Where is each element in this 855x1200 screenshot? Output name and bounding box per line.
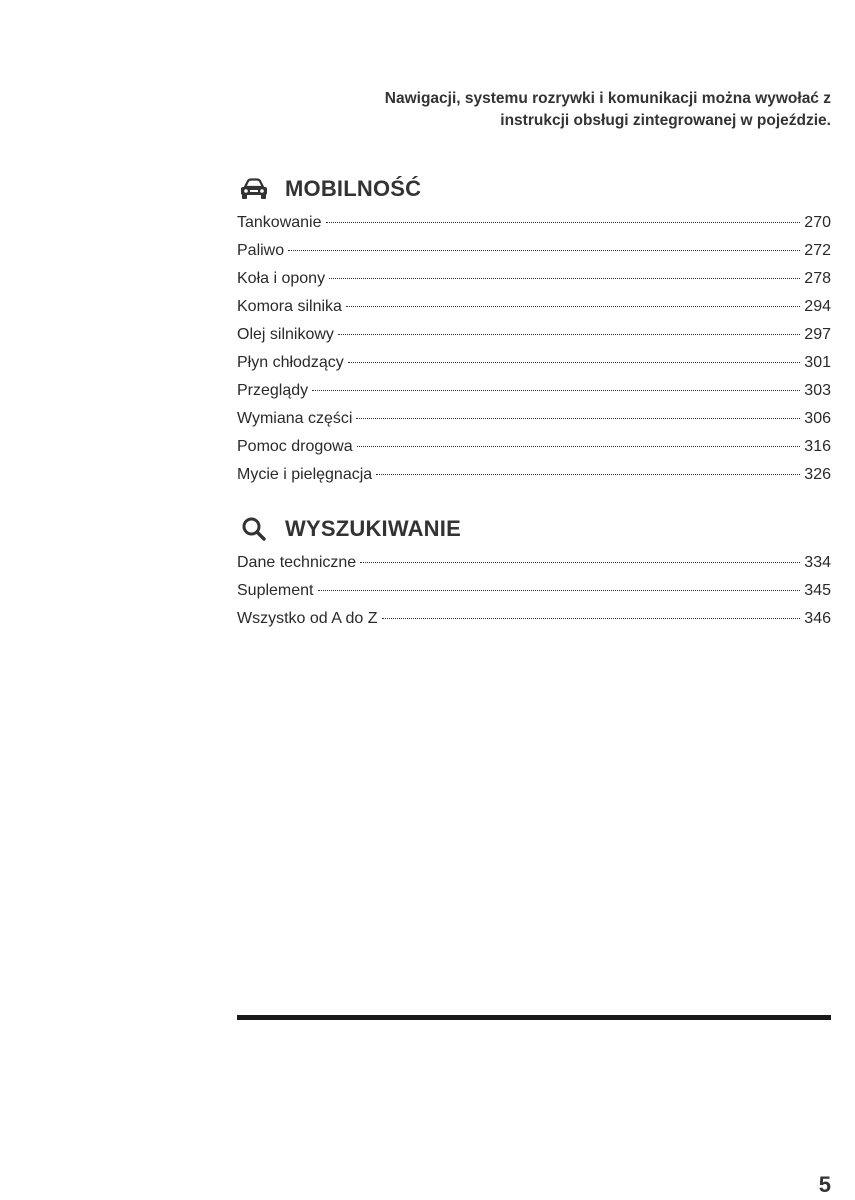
toc-entry[interactable] [237,354,831,382]
page-number: 5 [818,1172,831,1197]
toc-entry[interactable] [237,466,831,494]
dot-leader [376,474,800,475]
toc-entry[interactable] [237,270,831,298]
toc-entry-page: 345 [804,582,831,599]
section-search [237,512,831,638]
dot-leader [360,562,800,563]
toc-entry-label: Dane techniczne [237,554,357,571]
dot-leader [357,446,801,447]
toc-entry-page: 301 [804,354,831,371]
toc-entry[interactable] [237,554,831,582]
intro-line-2: instrukcji obsługi zintegrowanej w pojeździe. [500,112,831,129]
toc-entry-label: Przeglądy [237,382,309,399]
toc-entry-page: 326 [804,466,831,483]
toc-list [237,214,831,494]
dot-leader [356,418,800,419]
dot-leader [348,362,801,363]
toc-entry-page: 294 [804,298,831,315]
toc-entry-page: 306 [804,410,831,427]
toc-entry-label: Suplement [237,582,314,599]
section-divider [237,1015,831,1020]
car-icon [237,174,271,204]
toc-entry-page: 316 [804,438,831,455]
toc-entry[interactable] [237,298,831,326]
toc-entry-label: Mycie i pielęgnacja [237,466,373,483]
toc-entry-label: Tankowanie [237,214,322,231]
intro-line-1: Nawigacji, systemu rozrywki i komunikacji można wywołać z [384,90,831,107]
dot-leader [382,618,801,619]
toc-entry-page: 346 [804,610,831,627]
section-title: MOBILNOŚĆ [285,176,422,201]
toc-entry-label: Pomoc drogowa [237,438,353,455]
toc-entry-page: 272 [804,242,831,259]
toc-entry[interactable] [237,610,831,638]
search-icon [237,514,271,544]
toc-entry-page: 278 [804,270,831,287]
dot-leader [318,590,801,591]
toc-entry-label: Wszystko od A do Z [237,610,378,627]
toc-entry-page: 270 [804,214,831,231]
dot-leader [338,334,800,335]
toc-entry[interactable] [237,242,831,270]
dot-leader [288,250,800,251]
toc-entry[interactable] [237,214,831,242]
toc-entry-label: Olej silnikowy [237,326,334,343]
toc-entry[interactable] [237,410,831,438]
toc-entry-label: Wymiana części [237,410,353,427]
dot-leader [346,306,800,307]
section-header [237,512,831,546]
section-mobility [237,172,831,494]
toc-entry-label: Płyn chłodzący [237,354,344,371]
dot-leader [326,222,801,223]
intro-note [237,88,831,132]
toc-entry-label: Komora silnika [237,298,342,315]
toc-entry[interactable] [237,582,831,610]
toc-entry-page: 334 [804,554,831,571]
toc-entry[interactable] [237,438,831,466]
toc-entry-page: 297 [804,326,831,343]
toc-entry-label: Koła i opony [237,270,326,287]
toc-entry[interactable] [237,326,831,354]
toc-entry-label: Paliwo [237,242,285,259]
toc-list [237,554,831,638]
toc-entry-page: 303 [804,382,831,399]
toc-entry[interactable] [237,382,831,410]
section-title: WYSZUKIWANIE [285,516,461,541]
section-header [237,172,831,206]
dot-leader [329,278,800,279]
dot-leader [312,390,800,391]
